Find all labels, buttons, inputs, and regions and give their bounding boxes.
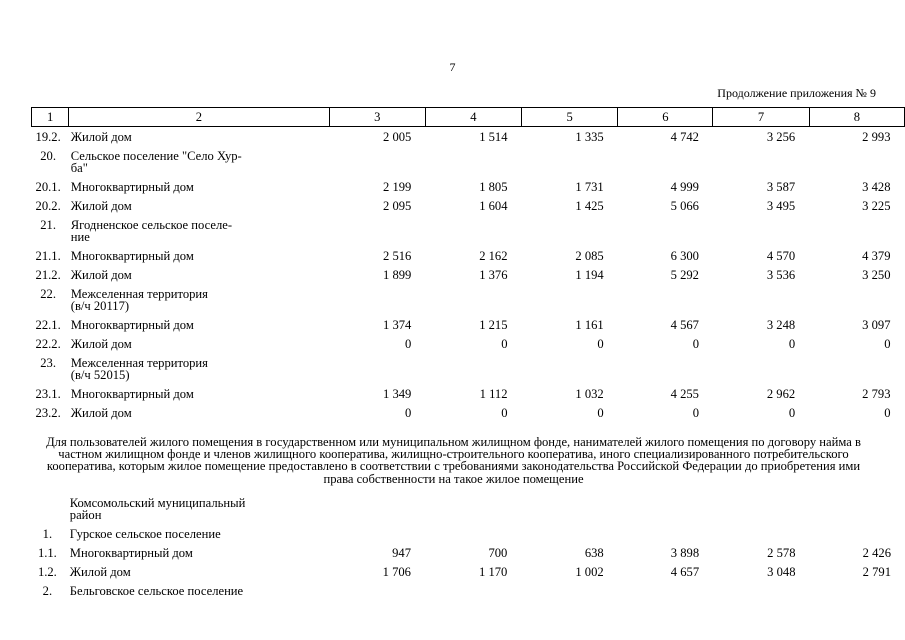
row-value: 1 335 bbox=[575, 130, 604, 144]
table-row bbox=[32, 127, 905, 147]
row-value: 1 514 bbox=[479, 130, 508, 144]
row-value: 3 048 bbox=[767, 565, 796, 579]
table-row bbox=[32, 403, 905, 422]
row-value: 1 194 bbox=[575, 268, 604, 282]
row-value: 0 bbox=[405, 406, 412, 420]
row-number: 23.1. bbox=[35, 387, 61, 401]
row-name: Многоквартирный дом bbox=[70, 387, 194, 401]
row-value bbox=[329, 284, 425, 315]
row-value: 0 bbox=[788, 406, 796, 420]
column-header: 3 bbox=[329, 108, 425, 127]
row-value bbox=[522, 353, 618, 384]
row-number: 21.2. bbox=[35, 268, 61, 282]
row-value: 0 bbox=[884, 406, 891, 420]
column-header-row bbox=[32, 108, 905, 127]
row-value: 3 495 bbox=[766, 199, 796, 213]
row-value bbox=[618, 493, 713, 524]
table-row bbox=[32, 246, 905, 265]
row-value bbox=[329, 353, 425, 384]
row-value: 3 898 bbox=[670, 546, 700, 560]
row-value: 0 bbox=[692, 337, 699, 351]
row-value bbox=[810, 493, 905, 524]
row-number: 1. bbox=[42, 527, 53, 541]
row-value bbox=[329, 493, 425, 524]
row-value: 4 255 bbox=[670, 387, 699, 401]
tariff-table bbox=[31, 107, 905, 422]
table-row bbox=[32, 196, 905, 215]
row-value: 1 706 bbox=[382, 565, 411, 579]
row-value bbox=[522, 146, 618, 177]
row-value: 3 225 bbox=[862, 199, 891, 213]
row-value: 4 570 bbox=[766, 249, 796, 263]
row-number: 22. bbox=[40, 287, 56, 301]
row-name: Жилой дом bbox=[70, 130, 132, 144]
column-header: 5 bbox=[522, 108, 618, 127]
table-row bbox=[31, 524, 905, 543]
row-name: Сельское поселение "Село Хур- ба" bbox=[70, 149, 242, 175]
row-value bbox=[521, 493, 617, 524]
row-number: 20.2. bbox=[35, 199, 61, 213]
row-value bbox=[618, 524, 713, 543]
row-value: 3 536 bbox=[766, 268, 796, 282]
row-value: 2 199 bbox=[383, 180, 412, 194]
row-value: 947 bbox=[392, 546, 411, 560]
row-name: Многоквартирный дом bbox=[70, 180, 194, 194]
row-value: 1 425 bbox=[575, 199, 604, 213]
row-name: Гурское сельское поселение bbox=[69, 527, 221, 541]
continuation-label: Продолжение приложения № 9 bbox=[717, 86, 876, 100]
row-value bbox=[425, 146, 521, 177]
row-number: 2. bbox=[42, 584, 53, 598]
row-value bbox=[329, 215, 425, 246]
table-row bbox=[32, 315, 905, 334]
row-number: 22.2. bbox=[35, 337, 61, 351]
table-row bbox=[32, 334, 905, 353]
row-value: 0 bbox=[501, 337, 508, 351]
row-value: 2 162 bbox=[479, 249, 508, 263]
row-value bbox=[713, 284, 809, 315]
row-name: Многоквартирный дом bbox=[70, 249, 194, 263]
row-value: 1 161 bbox=[575, 318, 604, 332]
row-value: 3 097 bbox=[862, 318, 891, 332]
row-value: 4 657 bbox=[670, 565, 700, 579]
table-row bbox=[31, 493, 905, 524]
row-value: 2 993 bbox=[862, 130, 891, 144]
row-value: 0 bbox=[405, 337, 412, 351]
row-number: 23.2. bbox=[35, 406, 61, 420]
row-number: 22.1. bbox=[35, 318, 61, 332]
row-value bbox=[618, 146, 713, 177]
row-value: 4 567 bbox=[670, 318, 699, 332]
row-name: Ягодненское сельское поселе- ние bbox=[70, 218, 233, 244]
row-value bbox=[713, 493, 809, 524]
row-number: 20.1. bbox=[35, 180, 61, 194]
row-number: 20. bbox=[40, 149, 56, 163]
row-value bbox=[809, 284, 904, 315]
row-value: 0 bbox=[788, 337, 796, 351]
row-value bbox=[425, 581, 521, 600]
row-value bbox=[522, 284, 618, 315]
row-value bbox=[425, 284, 521, 315]
row-value: 2 962 bbox=[766, 387, 796, 401]
row-value bbox=[618, 215, 713, 246]
row-value bbox=[521, 524, 617, 543]
row-value: 2 005 bbox=[383, 130, 412, 144]
row-value bbox=[810, 524, 905, 543]
row-value: 1 002 bbox=[575, 565, 604, 579]
row-name: Многоквартирный дом bbox=[70, 318, 194, 332]
row-value: 0 bbox=[692, 406, 699, 420]
row-value: 3 256 bbox=[766, 130, 796, 144]
row-value: 0 bbox=[597, 406, 604, 420]
row-value bbox=[329, 581, 425, 600]
row-value bbox=[713, 581, 809, 600]
row-value: 4 379 bbox=[862, 249, 891, 263]
row-number: 1.2. bbox=[37, 565, 57, 579]
row-name: Межселенная территория (в/ч 20117) bbox=[70, 287, 208, 313]
row-value bbox=[809, 215, 904, 246]
row-number: 1.1. bbox=[37, 546, 57, 560]
row-value: 1 112 bbox=[479, 387, 508, 401]
row-value bbox=[713, 524, 809, 543]
row-name: Бельговское сельское поселение bbox=[69, 584, 244, 598]
row-name: Многоквартирный дом bbox=[69, 546, 193, 560]
row-value: 2 791 bbox=[862, 565, 891, 579]
row-value: 1 899 bbox=[383, 268, 412, 282]
row-value: 2 578 bbox=[767, 546, 796, 560]
row-value: 1 731 bbox=[575, 180, 604, 194]
table-row bbox=[32, 384, 905, 403]
row-value: 3 250 bbox=[862, 268, 891, 282]
page-number: 7 bbox=[449, 60, 456, 74]
table-row bbox=[31, 562, 905, 581]
table-row bbox=[32, 215, 905, 246]
row-value: 1 215 bbox=[479, 318, 508, 332]
row-number bbox=[31, 493, 68, 524]
row-value bbox=[329, 524, 425, 543]
row-name: Жилой дом bbox=[70, 406, 132, 420]
row-value: 0 bbox=[884, 337, 891, 351]
column-header: 1 bbox=[32, 108, 69, 127]
row-value: 4 999 bbox=[670, 180, 699, 194]
row-value: 2 793 bbox=[862, 387, 891, 401]
table-row bbox=[32, 146, 905, 177]
row-value bbox=[809, 146, 904, 177]
row-name: Межселенная территория (в/ч 52015) bbox=[70, 356, 208, 382]
row-value: 700 bbox=[488, 546, 508, 560]
table-row bbox=[31, 581, 905, 600]
row-value bbox=[713, 215, 809, 246]
row-value: 1 805 bbox=[479, 180, 508, 194]
row-value: 3 428 bbox=[862, 180, 891, 194]
row-number: 19.2. bbox=[35, 130, 61, 144]
row-value: 2 095 bbox=[383, 199, 412, 213]
row-value: 1 032 bbox=[575, 387, 604, 401]
column-header: 7 bbox=[713, 108, 809, 127]
row-value: 2 516 bbox=[383, 249, 412, 263]
row-name: Жилой дом bbox=[69, 565, 131, 579]
table-row bbox=[32, 284, 905, 315]
row-value bbox=[713, 353, 809, 384]
table-row bbox=[32, 353, 905, 384]
row-value bbox=[425, 215, 521, 246]
row-value: 6 300 bbox=[670, 249, 699, 263]
row-value: 2 426 bbox=[862, 546, 891, 560]
row-value: 5 066 bbox=[670, 199, 699, 213]
row-value bbox=[618, 284, 713, 315]
row-number: 23. bbox=[40, 356, 56, 370]
row-value: 3 587 bbox=[766, 180, 796, 194]
row-value: 1 604 bbox=[479, 199, 508, 213]
column-header: 2 bbox=[69, 108, 329, 127]
row-value bbox=[713, 146, 809, 177]
row-name: Жилой дом bbox=[70, 199, 132, 213]
section-paragraph: Для пользователей жилого помещения в государственном или муниципальном жилищном фонде, нанимателей жилого помещения по договору найма в частном жилищном фонде и членов жилищного кооператива, жилищно-строительного кооператива, иного специализированного потребительского кооператива, которым жилое помещение предоставлено в соответствии с требованиями законодательства Российской Федерации до приобретения ими права собственности на такое жилое помещение bbox=[46, 435, 861, 486]
row-value bbox=[425, 493, 521, 524]
row-value: 638 bbox=[584, 546, 604, 560]
row-number: 21. bbox=[40, 218, 56, 232]
row-value bbox=[810, 581, 905, 600]
row-value: 3 248 bbox=[766, 318, 796, 332]
table-row bbox=[32, 177, 905, 196]
tariff-table-continued bbox=[31, 493, 905, 600]
row-name: Жилой дом bbox=[70, 268, 132, 282]
table-row bbox=[32, 265, 905, 284]
row-value: 0 bbox=[501, 406, 508, 420]
table-row bbox=[31, 543, 905, 562]
row-value: 0 bbox=[597, 337, 604, 351]
row-value bbox=[425, 524, 521, 543]
column-header: 6 bbox=[618, 108, 713, 127]
row-value bbox=[425, 353, 521, 384]
row-value bbox=[522, 215, 618, 246]
row-value bbox=[329, 146, 425, 177]
row-number: 21.1. bbox=[35, 249, 61, 263]
row-value: 5 292 bbox=[670, 268, 699, 282]
row-value: 4 742 bbox=[670, 130, 699, 144]
column-header: 4 bbox=[425, 108, 521, 127]
row-value: 1 374 bbox=[383, 318, 412, 332]
row-value bbox=[809, 353, 904, 384]
row-name: Жилой дом bbox=[70, 337, 132, 351]
row-value: 2 085 bbox=[575, 249, 604, 263]
row-value bbox=[618, 581, 713, 600]
row-value: 1 349 bbox=[383, 387, 412, 401]
row-name: Комсомольский муниципальный район bbox=[69, 496, 246, 522]
row-value bbox=[521, 581, 617, 600]
column-header: 8 bbox=[809, 108, 904, 127]
row-value: 1 170 bbox=[479, 565, 508, 579]
row-value bbox=[618, 353, 713, 384]
row-value: 1 376 bbox=[479, 268, 508, 282]
